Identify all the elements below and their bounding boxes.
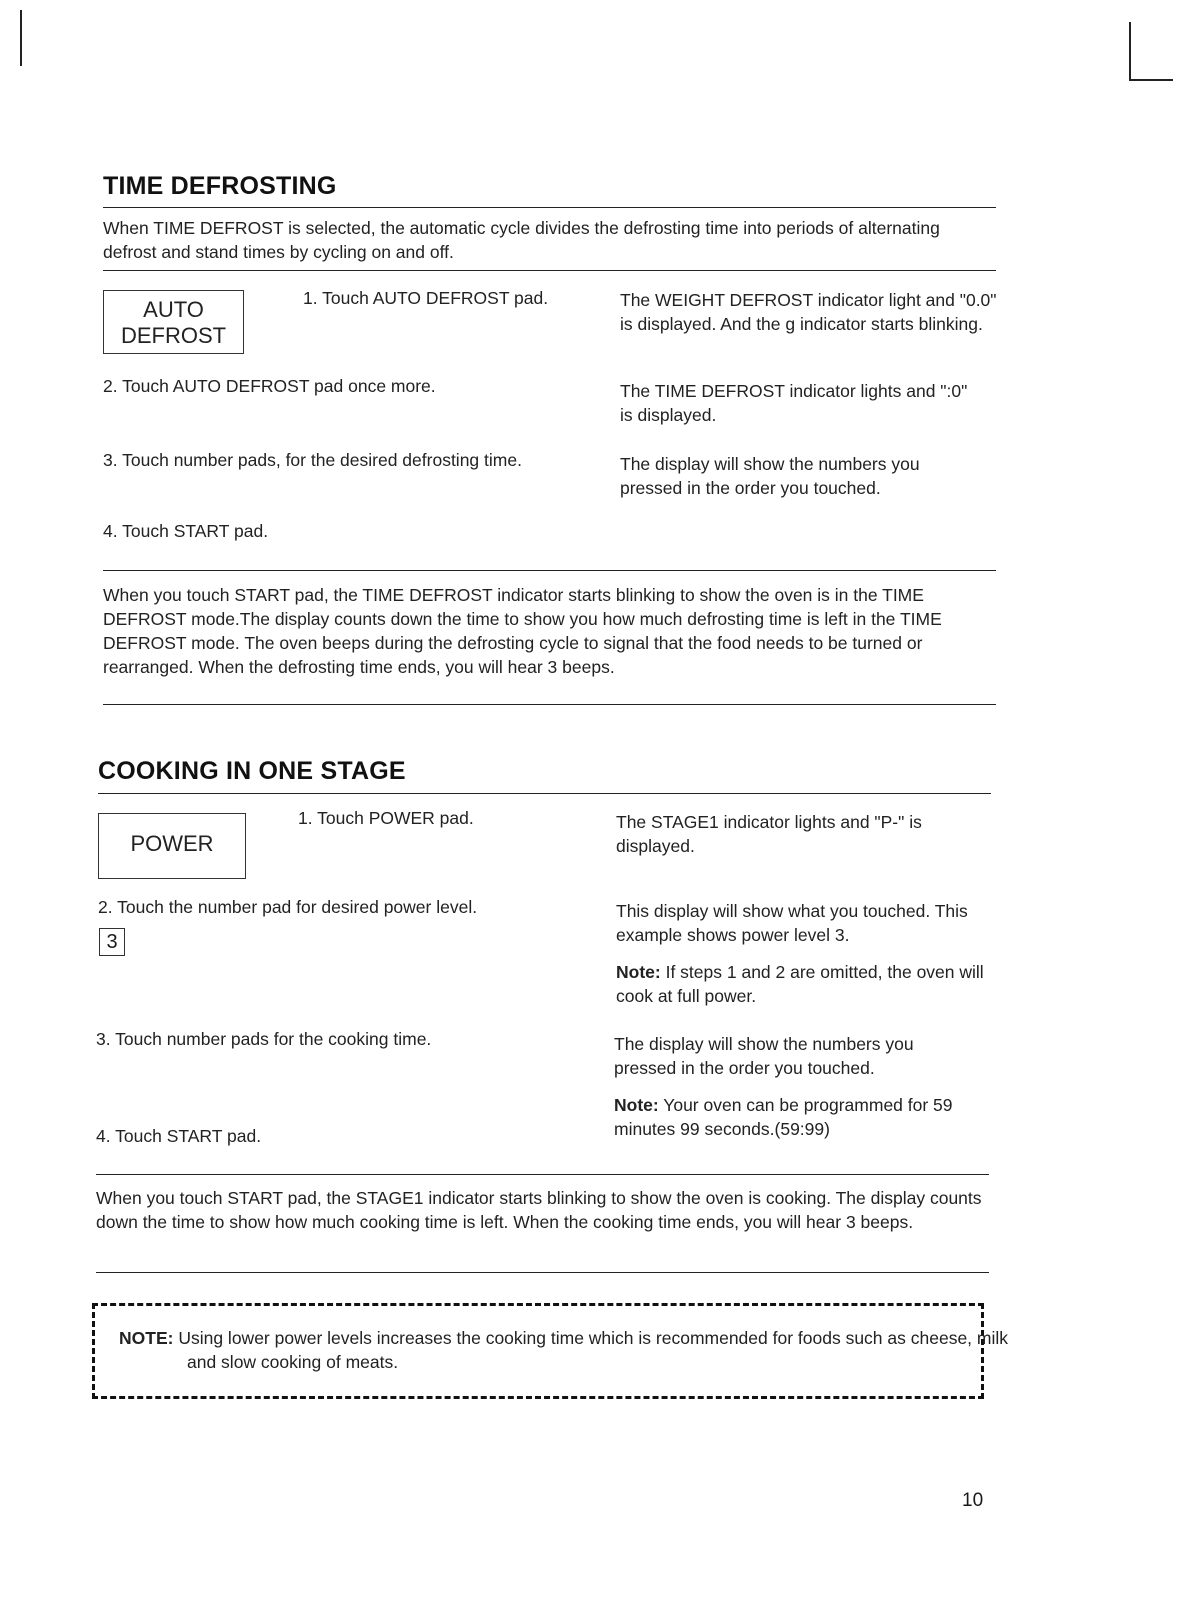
step-result: The display will show the numbers you pressed in the order you touched. [614,1034,914,1078]
note-label: NOTE: [119,1328,174,1348]
step-result: The STAGE1 indicator lights and "P-" is displayed. [616,812,922,856]
step-instruction: 3. Touch number pads for the cooking time. [96,1029,432,1049]
section-summary: When you touch START pad, the STAGE1 indicator starts blinking to show the oven is cooking. The display counts down the time to show how much cooking time is left. When the cooking time ends, you will hear 3 beeps. [96,1188,982,1232]
note-text: If steps 1 and 2 are omitted, the oven will cook at full power. [616,962,984,1006]
corner-mark [1129,79,1173,81]
power-pad-icon [98,813,246,879]
page-number: 10 [962,1490,984,1511]
step-instruction: 1. Touch AUTO DEFROST pad. [303,288,549,308]
step-instruction: 4. Touch START pad. [96,1126,262,1146]
section-summary: When you touch START pad, the TIME DEFROST indicator starts blinking to show the oven is in the TIME DEFROST mode.The display counts down the time to show you how much defrosting time is left in the TIME DEFROST mode. The oven beeps during the defrosting cycle to signal that the food needs to be turned or rearranged. When the defrosting time ends, you will hear 3 beeps. [103,585,942,677]
note [614,1093,1004,1141]
divider [96,1272,989,1273]
divider [103,270,996,271]
step-instruction: 1. Touch POWER pad. [298,808,474,828]
divider [103,570,996,571]
step-instruction: 4. Touch START pad. [103,521,269,541]
step-instruction: 2. Touch AUTO DEFROST pad once more. [103,376,436,396]
note-label: Note: [614,1095,659,1115]
step-instruction: 3. Touch number pads, for the desired defrosting time. [103,450,522,470]
divider [98,793,991,794]
note-text: Your oven can be programmed for 59 minutes 99 seconds.(59:99) [614,1095,953,1139]
section-intro: When TIME DEFROST is selected, the automatic cycle divides the defrosting time into periods of alternating defrost and stand times by cycling on and off. [103,218,940,262]
note-box [92,1303,1009,1399]
step-result: The display will show the numbers you pressed in the order you touched. [620,454,920,498]
section-title-time-defrosting: TIME DEFROSTING [103,172,337,200]
scan-margin-mark [20,10,22,66]
note-text: Using lower power levels increases the cooking time which is recommended for foods such as cheese, milk and slow cooking of meats. [178,1328,1009,1372]
note-label: Note: [616,962,661,982]
divider [103,207,996,208]
step-result: This display will show what you touched. This example shows power level 3. [616,901,968,945]
auto-defrost-pad-icon [103,290,244,354]
divider [96,1174,989,1175]
step-result: The WEIGHT DEFROST indicator light and "0.0" is displayed. And the g indicator starts blinking. [620,290,997,334]
step-result: The TIME DEFROST indicator lights and ":0" is displayed. [620,381,968,425]
section-title-cooking-one-stage: COOKING IN ONE STAGE [98,757,406,785]
pad-label: DEFROST [120,323,227,348]
pad-label: POWER [130,831,214,856]
step-instruction: 2. Touch the number pad for desired power level. [98,897,478,917]
note [616,960,996,1008]
note-box-text [119,1326,1027,1374]
number-key-icon: 3 [99,928,125,956]
corner-mark [1129,22,1131,80]
divider [103,704,996,705]
pad-label: AUTO [143,297,204,322]
